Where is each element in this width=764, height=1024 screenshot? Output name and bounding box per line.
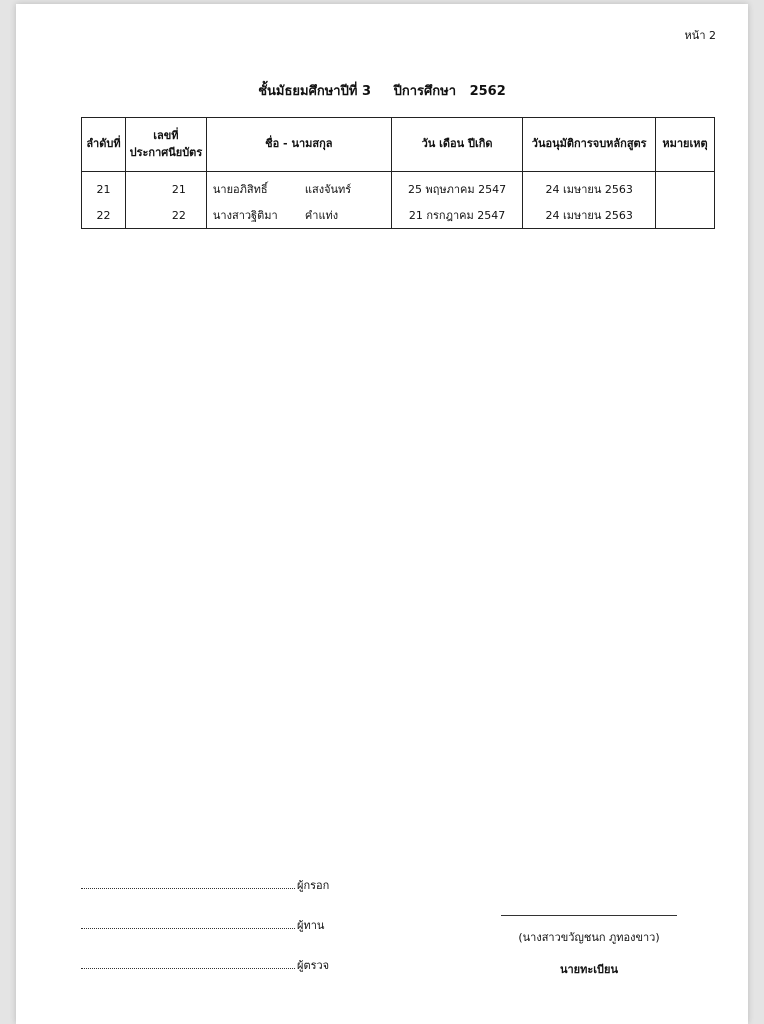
signature-rule bbox=[501, 915, 677, 916]
cell-birth-date: 25 พฤษภาคม 2547 bbox=[391, 172, 523, 203]
cell-order: 21 bbox=[82, 172, 126, 203]
signature-line-filler bbox=[81, 876, 329, 916]
table-row bbox=[82, 172, 715, 203]
graduates-table bbox=[81, 117, 715, 229]
registrar-signature bbox=[501, 915, 677, 978]
cell-order: 22 bbox=[82, 202, 126, 229]
filler-label: ผู้กรอก bbox=[297, 879, 330, 892]
document-page bbox=[16, 4, 748, 1024]
page-number: หน้า 2 bbox=[684, 29, 716, 42]
cell-approval-date: 24 เมษายน 2563 bbox=[523, 202, 656, 229]
checker-label: ผู้ตรวจ bbox=[297, 959, 330, 972]
dotted-line bbox=[81, 928, 295, 929]
last-name: คำแท่ง bbox=[304, 209, 339, 222]
cell-name bbox=[206, 202, 391, 229]
cell-name bbox=[206, 172, 391, 203]
signature-block bbox=[81, 876, 329, 996]
header-name: ชื่อ - นามสกุล bbox=[206, 118, 391, 172]
cell-remark bbox=[656, 172, 715, 203]
reader-label: ผู้ทาน bbox=[297, 919, 325, 932]
dotted-line bbox=[81, 968, 295, 969]
header-certificate-line1: เลขที่ bbox=[153, 129, 179, 142]
cell-certificate: 22 bbox=[125, 202, 206, 229]
cell-approval-date: 24 เมษายน 2563 bbox=[523, 172, 656, 203]
first-name: นายอภิสิทธิ์ bbox=[212, 183, 268, 196]
cell-certificate: 21 bbox=[125, 172, 206, 203]
header-birth-date: วัน เดือน ปีเกิด bbox=[391, 118, 523, 172]
registrar-role: นายทะเบียน bbox=[559, 963, 618, 976]
cell-remark bbox=[656, 202, 715, 229]
document-title: ชั้นมัธยมศึกษาปีที่ 3 ปีการศึกษา 2562 bbox=[258, 84, 506, 99]
header-certificate-line2: ประกาศนียบัตร bbox=[129, 145, 203, 159]
header-remark: หมายเหตุ bbox=[656, 118, 715, 172]
first-name: นางสาวฐิติมา bbox=[212, 209, 278, 222]
table-row bbox=[82, 202, 715, 229]
header-certificate bbox=[125, 118, 206, 172]
cell-birth-date: 21 กรกฎาคม 2547 bbox=[391, 202, 523, 229]
signature-line-reader bbox=[81, 916, 329, 956]
signature-line-checker bbox=[81, 956, 329, 996]
table-header-row bbox=[82, 118, 715, 172]
registrar-name: (นางสาวขวัญชนก ภูทองขาว) bbox=[518, 931, 660, 944]
header-approval-date: วันอนุมัติการจบหลักสูตร bbox=[523, 118, 656, 172]
last-name: แสงจันทร์ bbox=[304, 183, 352, 196]
header-order: ลำดับที่ bbox=[82, 118, 126, 172]
dotted-line bbox=[81, 888, 295, 889]
